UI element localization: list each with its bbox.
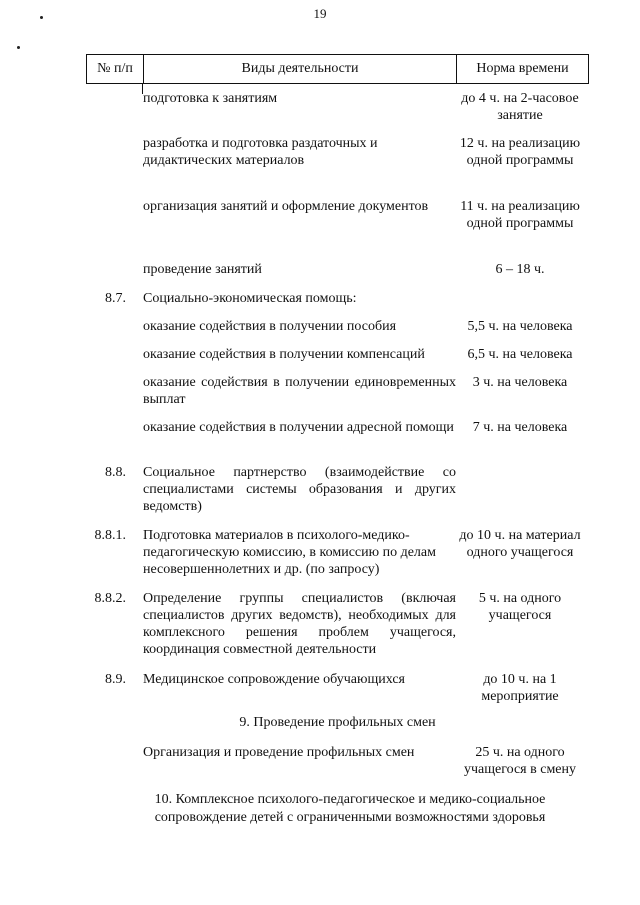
header-activity: Виды деятельности [144,55,457,83]
row-number: 8.9. [105,672,126,687]
row-norm: 6,5 ч. на человека [467,347,573,362]
row-activity: оказание содействия в получении компенсаций [143,347,425,362]
row-activity: организация занятий и оформление документов [143,199,429,214]
page-number: 19 [313,6,327,21]
row-activity: оказание содействия в получении адресной помощи [143,420,454,435]
row-norm: 5 ч. на одного учащегося [478,591,562,623]
row-number: 8.8.2. [94,591,126,606]
row-activity: Подготовка материалов в психолого-медико-педагогическую комиссию, в комиссию по делам несовершеннолетних и др. (по запросу) [143,528,436,577]
row-norm: 11 ч. на реализацию одной программы [460,199,580,231]
row-activity: Социально-экономическая помощь: [143,291,357,306]
row-number: 8.8.1. [94,528,126,543]
row-norm: 3 ч. на человека [472,375,568,390]
row-activity: Организация и проведение профильных смен [143,745,415,760]
row-number: 8.8. [105,465,126,480]
row-activity: оказание содействия в получении пособия [143,319,397,334]
table-header [86,54,589,84]
row-norm: до 4 ч. на 2-часовое занятие [461,91,579,123]
row-number: 8.7. [105,291,126,306]
row-activity: подготовка к занятиям [143,91,278,106]
scan-speck [40,16,43,19]
row-activity: разработка и подготовка раздаточных и дидактических материалов [143,136,378,168]
row-activity: оказание содействия в получении единовременных выплат [143,375,456,407]
row-norm: 12 ч. на реализацию одной программы [459,136,581,168]
row-activity: проведение занятий [143,262,262,277]
row-activity: Медицинское сопровождение обучающихся [143,672,405,687]
row-norm: до 10 ч. на материал одного учащегося [459,528,581,560]
header-number: № п/п [87,55,144,83]
row-norm: до 10 ч. на 1 мероприятие [481,672,559,704]
row-norm: 7 ч. на человека [472,420,568,435]
row-activity: Социальное партнерство (взаимодействие со специалистами системы образования и других ведомств) [143,465,456,514]
scan-speck [17,46,20,49]
row-norm: 5,5 ч. на человека [467,319,573,334]
section-10-title: 10. Комплексное психолого-педагогическое и медико-социальное сопровождение детей с ограниченными возможностями здоровья [154,792,546,825]
row-norm: 25 ч. на одного учащегося в смену [463,745,577,777]
header-norm: Норма времени [476,61,569,76]
row-norm: 6 – 18 ч. [495,262,545,277]
section-9-title: 9. Проведение профильных смен [239,715,436,730]
row-activity: Определение группы специалистов (включая специалистов других ведомств), необходимых для комплексного решения проблем учащегося, координация совместной деятельности [143,591,456,657]
